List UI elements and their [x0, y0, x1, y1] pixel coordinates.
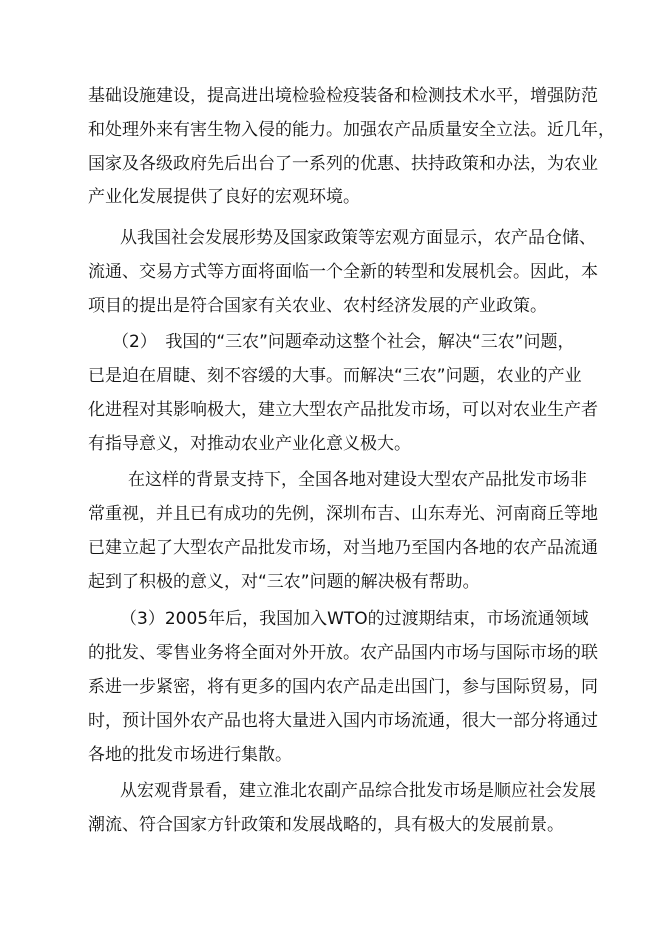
- text-line: 基础设施建设，提高进出境检验检疫装备和检测技术水平，增强防范: [88, 86, 598, 106]
- text-line: 项目的提出是符合国家有关农业、农村经济发展的产业政策。: [88, 296, 547, 316]
- text-line: 系进一步紧密，将有更多的国内农产品走出国门，参与国际贸易，同: [88, 677, 598, 697]
- text-line: 有指导意义，对推动农业产业化意义极大。: [88, 434, 411, 454]
- text-line: 国家及各级政府先后出台了一系列的优惠、扶持政策和办法，为农业: [88, 154, 598, 174]
- text-line: 时，预计国外农产品也将大量进入国内市场流通，很大一部分将通过: [88, 711, 598, 731]
- text-line: 从宏观背景看，建立淮北农副产品综合批发市场是顺应社会发展: [120, 781, 596, 801]
- text-line: 已是迫在眉睫、刻不容缓的大事。而解决“三农”问题，农业的产业: [88, 366, 582, 386]
- text-line: 常重视，并且已有成功的先例，深圳布吉、山东寿光、河南商丘等地: [88, 504, 598, 524]
- text-line: 的批发、零售业务将全面对外开放。农产品国内市场与国际市场的联: [88, 643, 598, 663]
- text-line: 从我国社会发展形势及国家政策等宏观方面显示，农产品仓储、: [120, 228, 596, 248]
- text-line: 化进程对其影响极大，建立大型农产品批发市场，可以对农业生产者: [88, 400, 598, 420]
- text-line: 产业化发展提供了良好的宏观环境。: [88, 187, 360, 207]
- text-line: 潮流、符合国家方针政策和发展战略的，具有极大的发展前景。: [88, 815, 564, 835]
- text-line: 和处理外来有害生物入侵的能力。加强农产品质量安全立法。近几年，: [88, 120, 615, 140]
- text-line: 起到了积极的意义，对“三农”问题的解决极有帮助。: [88, 572, 480, 592]
- text-line: （2） 我国的“三农”问题牵动这整个社会，解决“三农”问题，: [112, 332, 575, 352]
- text-line: 各地的批发市场进行集散。: [88, 745, 292, 765]
- text-line: 在这样的背景支持下，全国各地对建设大型农产品批发市场非: [128, 470, 587, 490]
- text-line: （3）2005年后，我国加入WTO的过渡期结束，市场流通领域: [120, 609, 589, 629]
- text-line: 流通、交易方式等方面将面临一个全新的转型和发展机会。因此，本: [88, 262, 598, 282]
- text-line: 已建立起了大型农产品批发市场，对当地乃至国内各地的农产品流通: [88, 538, 598, 558]
